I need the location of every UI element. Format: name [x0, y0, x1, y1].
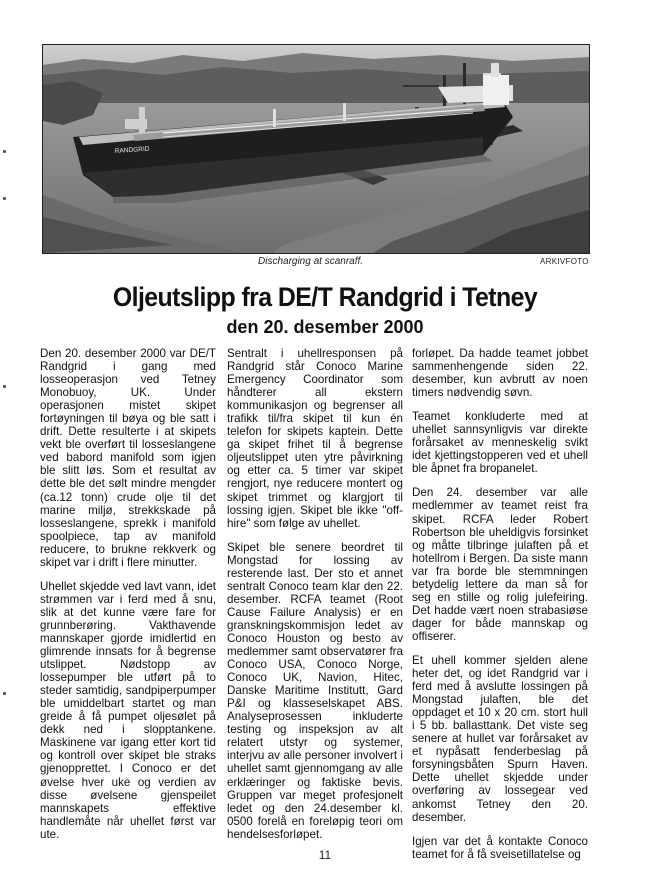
- scan-mark: [3, 150, 6, 153]
- paragraph: Sentralt i uhellresponsen på Randgrid står Conoco Marine Emergency Coordinator som håndterer all ekstern kommunikasjon og begrenser all trafikk til/fra skipet til kun én telefon for skipets kaptein. Dette ga skipet frihet til å begrense oljeutslippet uten ytre påvirkning og etter ca. 5 timer var skipet rengjort, nye reducere montert og skipet trimmet og klargjort til lossing igjen. Skipet ble ikke "off-hire" som følge av uhellet.: [227, 347, 403, 530]
- scan-mark: [3, 197, 6, 200]
- paragraph: Teamet konkluderte med at uhellet sannsynligvis var direkte forårsaket av menneskelig svikt idet kjettingstopperen ved et uhell ble åpnet fra bropanelet.: [412, 410, 588, 476]
- paragraph: Et uhell kommer sjelden alene heter det, og idet Randgrid var i ferd med å avslutte lossingen på Mongstad julaften, ble det oppdaget et 10 x 20 cm. stort hull i 5 bb. ballasttank. Det viste seg senere at hullet var forårsaket av et nypåsatt fenderbeslag på forsyningsbåten Spurn Haven. Dette uhellet skjedde under overføring av lossegear ved ankomst Tetney den 20. desember.: [412, 653, 588, 824]
- page-number: 11: [318, 848, 332, 862]
- tanker-at-jetty-photo: [43, 45, 589, 253]
- article-column-1: [40, 347, 216, 852]
- hull-name-text: RANDGRID: [114, 145, 150, 155]
- paragraph: Uhellet skjedde ved lavt vann, idet strømmen var i ferd med å snu, slik at det kunne være fare for grunnberøring. Vakthavende mannskaper gjorde imidlertid en glimrende innsats for å begrense utslippet. Nødstopp av lossepumper ble utført på to steder samtidig, sandpiperpumper ble umiddelbart startet og man greide å få pumpet oljesølet på dekk ned i slopptankene. Maskinene var igang etter kort tid og kontroll over skipet ble straks gjenopprettet. I Conoco er det øvelse hver uke og verdien av disse øvelsene gjenspeilet mannskapets effektive handlemåte når uhellet først var ute.: [40, 579, 216, 841]
- paragraph: Skipet ble senere beordret til Mongstad for lossing av resterende last. Der sto et annet sentralt Conoco team klar den 22. desember. RCFA teamet (Root Cause Failure Analysis) er en granskningskommisjon ledet av Conoco Houston og besto av medlemmer samt observatører fra Conoco USA, Conoco Norge, Conoco UK, Navion, Hitec, Danske Maritime Institutt, Gard P&I og klasseselskapet ABS. Analyseprosessen inkluderte testing og inspeksjon av alt relatert utstyr og systemer, interjvu av alle personer involvert i uhellet samt gjennomgang av alle erklæringer og faktiske bevis. Gruppen var meget profesjonelt ledet og den 24.desember kl. 0500 forelå en foreløpig teori om hendelsesforløpet.: [227, 540, 403, 841]
- article-subtitle: den 20. desember 2000: [226, 317, 424, 337]
- scan-mark: [3, 692, 6, 695]
- paragraph: forløpet. Da hadde teamet jobbet sammenhengende siden 22. desember, kun avbrutt av noen timers nødvendig søvn.: [412, 347, 588, 400]
- paragraph: Den 20. desember 2000 var DE/T Randgrid i gang med losseoperasjon ved Tetney Monobuoy, UK. Under operasjonen mistet skipet fortøyningen til bøya og ble satt i drift. Dette resulterte i at skipets vekt ble overført til losseslangene ved babord manifold som igjen ble slitt løs. Som et resultat av dette ble det sølt mindre mengder (ca.12 tonn) crude olje til det marine miljø, strekkskade på losseslangene, sprekk i manifold spoolpiece, tap av manifold reducere, to brukne rekkverk og skipet var i drift i flere minutter.: [40, 347, 216, 569]
- article-column-3: [412, 347, 588, 872]
- photo-credit: ARKIVFOTO: [540, 257, 589, 266]
- paragraph: Igjen var det å kontakte Conoco teamet for å få sveisetillatelse og: [412, 834, 588, 861]
- article-column-2: [227, 347, 403, 852]
- article-photo: [42, 44, 590, 254]
- scan-mark: [3, 385, 6, 388]
- photo-caption: Discharging at scanraff.: [258, 256, 364, 267]
- paragraph: Den 24. desember var alle medlemmer av teamet reist fra skipet. RCFA leder Robert Robertson ble uheldigvis forsinket og måtte tilbringe julaften på et hotellrom i Bergen. Da siste mann var fra borde ble stemmningen betydelig lettere da man så for seg en stille og rolig julefeiring. Det hadde vært noen strabasiøse dager for både mannskap og offiserer.: [412, 486, 588, 643]
- article-title: Oljeutslipp fra DE/T Randgrid i Tetney: [112, 282, 538, 312]
